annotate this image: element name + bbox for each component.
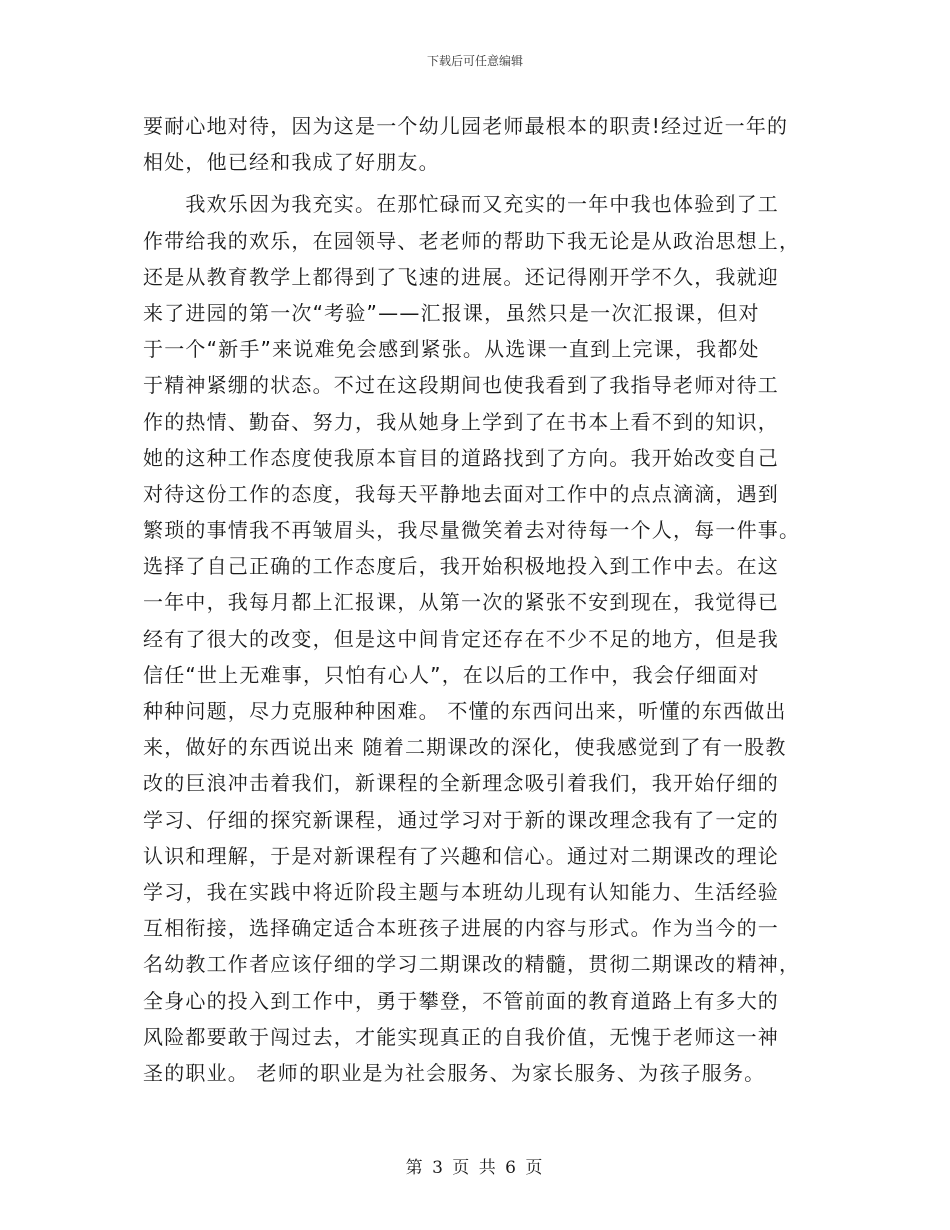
text-line: 相处，他已经和我成了好朋友。	[143, 150, 440, 175]
document-body	[143, 108, 807, 1091]
text-line: 作的热情、勤奋、努力，我从她身上学到了在书本上看不到的知识，	[143, 409, 779, 434]
text-line: 来，做好的东西说出来 随着二期课改的深化，使我感觉到了有一股教	[143, 735, 787, 760]
text-line: 学习、仔细的探究新课程，通过学习对于新的课改理念我有了一定的	[143, 807, 779, 832]
text-line: 名幼教工作者应该仔细的学习二期课改的精髓，贯彻二期课改的精神，	[143, 952, 801, 977]
text-line: 经有了很大的改变，但是这中间肯定还存在不少不足的地方，但是我	[143, 626, 779, 651]
text-line: 学习，我在实践中将近阶段主题与本班幼儿现有认知能力、生活经验	[143, 879, 779, 904]
text-line: 选择了自己正确的工作态度后，我开始积极地投入到工作中去。在这	[143, 554, 779, 579]
text-line: 认识和理解，于是对新课程有了兴趣和信心。通过对二期课改的理论	[143, 843, 779, 868]
text-line: 繁琐的事情我不再皱眉头，我尽量微笑着去对待每一个人，每一件事。	[143, 518, 801, 543]
text-line: 风险都要敢于闯过去，才能实现真正的自我价值，无愧于老师这一神	[143, 1024, 779, 1049]
text-line: 全身心的投入到工作中，勇于攀登，不管前面的教育道路上有多大的	[143, 988, 779, 1013]
text-line: 于精神紧绷的状态。不过在这段期间也使我看到了我指导老师对待工	[143, 373, 779, 398]
text-line: 她的这种工作态度使我原本盲目的道路找到了方向。我开始改变自己	[143, 445, 779, 470]
text-line: 要耐心地对待，因为这是一个幼儿园老师最根本的职责!经过近一年的	[143, 114, 789, 138]
text-line: 于一个“新手”来说难免会感到紧张。从选课一直到上完课，我都处	[143, 337, 760, 362]
text-line: 信任“世上无难事，只怕有心人”，在以后的工作中，我会仔细面对	[143, 662, 760, 687]
text-line: 圣的职业。 老师的职业是为社会服务、为家长服务、为孩子服务。	[143, 1060, 766, 1085]
page-header: 下载后可任意编辑	[426, 54, 523, 68]
text-line: 还是从教育教学上都得到了飞速的进展。还记得刚开学不久，我就迎	[143, 264, 779, 289]
page-number-footer: 第 3 页 共 6 页	[405, 1158, 545, 1178]
text-line: 对待这份工作的态度，我每天平静地去面对工作中的点点滴滴，遇到	[143, 481, 779, 506]
text-line: 改的巨浪冲击着我们，新课程的全新理念吸引着我们，我开始仔细的	[143, 771, 779, 796]
text-line: 种种问题，尽力克服种种困难。 不懂的东西问出来，听懂的东西做出	[143, 699, 787, 723]
text-line: 一年中，我每月都上汇报课，从第一次的紧张不安到现在，我觉得已	[143, 590, 779, 615]
text-line: 互相衔接，选择确定适合本班孩子进展的内容与形式。作为当今的一	[143, 916, 779, 941]
paragraph-start-line: 我欢乐因为我充实。在那忙碌而又充实的一年中我也体验到了工	[143, 192, 779, 217]
text-line: 来了进园的第一次“考验”——汇报课，虽然只是一次汇报课，但对	[143, 300, 760, 325]
text-line: 作带给我的欢乐，在园领导、老老师的帮助下我无论是从政治思想上，	[143, 228, 801, 253]
